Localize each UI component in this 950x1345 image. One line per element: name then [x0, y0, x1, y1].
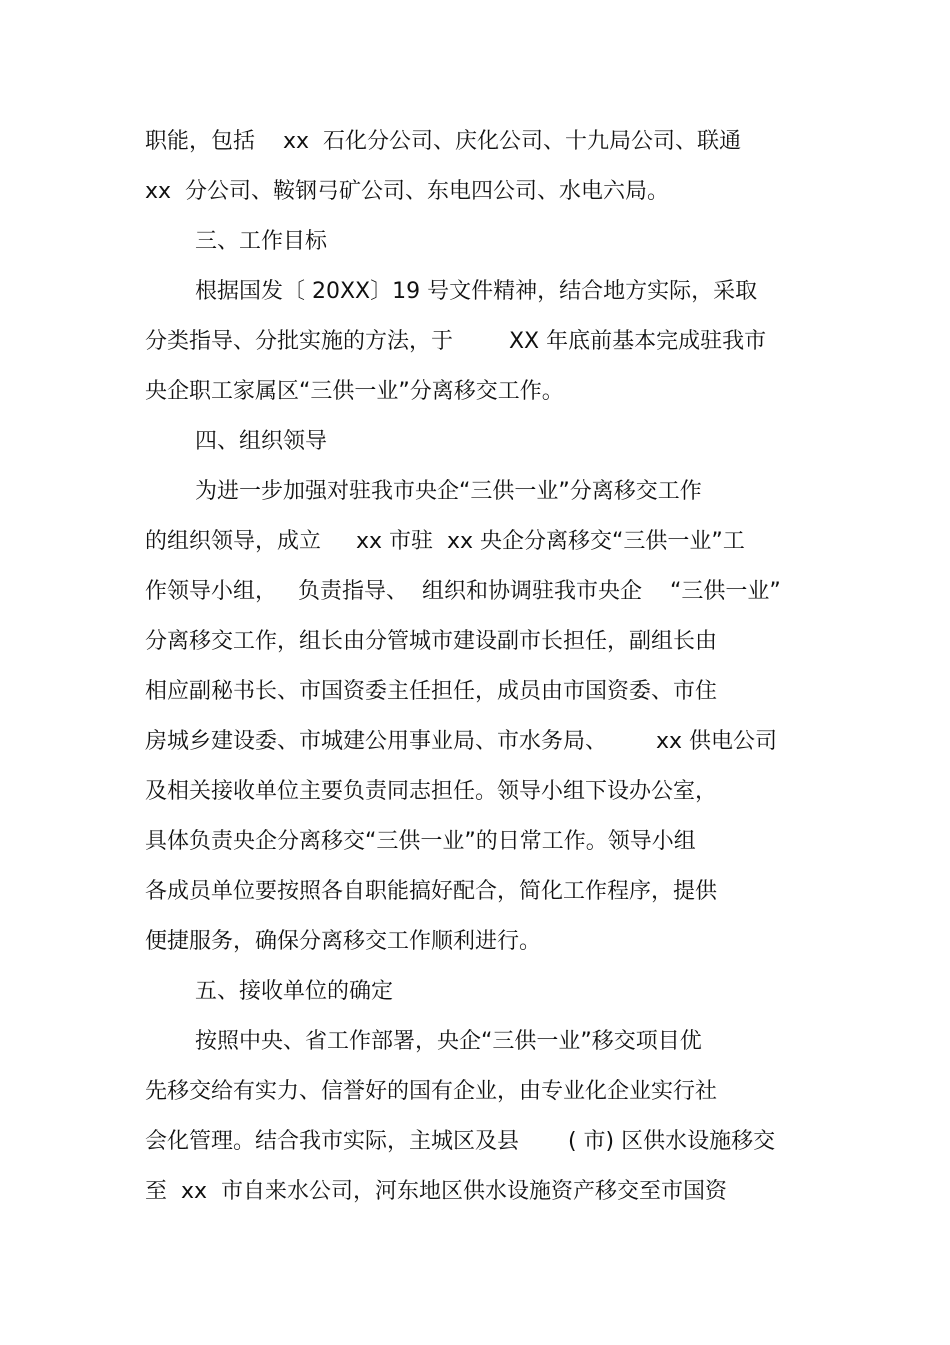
text-line-22: 至 xx 市自来水公司，河东地区供水设施资产移交至市国资	[145, 1179, 728, 1204]
text-line-10: 作领导小组， 负责指导、 组织和协调驻我市央企 “三供一业”	[145, 579, 781, 604]
text-line-6: 央企职工家属区“三供一业”分离移交工作。	[145, 379, 564, 404]
text-line-12: 相应副秘书长、市国资委主任担任，成员由市国资委、市住	[145, 679, 718, 704]
text-line-13: 房城乡建设委、市城建公用事业局、市水务局、 xx 供电公司	[145, 729, 777, 754]
text-line-4: 根据国发〔 20XX〕19 号文件精神，结合地方实际，采取	[195, 279, 758, 304]
text-line-20: 先移交给有实力、信誉好的国有企业，由专业化企业实行社	[145, 1079, 718, 1104]
text-line-9: 的组织领导，成立 xx 市驻 xx 央企分离移交“三供一业”工	[145, 529, 745, 554]
text-line-11: 分离移交工作，组长由分管城市建设副市长担任，副组长由	[145, 629, 718, 654]
text-line-19: 按照中央、省工作部署，央企“三供一业”移交项目优	[195, 1029, 702, 1054]
text-line-14: 及相关接收单位主要负责同志担任。领导小组下设办公室，	[145, 779, 718, 804]
text-line-5: 分类指导、分批实施的方法，于 XX 年底前基本完成驻我市	[145, 329, 767, 354]
text-line-15: 具体负责央企分离移交“三供一业”的日常工作。领导小组	[145, 829, 696, 854]
section-heading-3: 三、工作目标	[195, 229, 328, 254]
text-line-2: xx 分公司、鞍钢弓矿公司、东电四公司、水电六局。	[145, 179, 670, 204]
text-line-21: 会化管理。结合我市实际，主城区及县 ( 市) 区供水设施移交	[145, 1129, 776, 1154]
text-line-1: 职能，包括 xx 石化分公司、庆化公司、十九局公司、联通	[145, 129, 741, 154]
text-line-17: 便捷服务，确保分离移交工作顺利进行。	[145, 929, 542, 954]
section-heading-5: 五、接收单位的确定	[195, 979, 394, 1004]
text-line-8: 为进一步加强对驻我市央企“三供一业”分离移交工作	[195, 479, 702, 504]
section-heading-4: 四、组织领导	[195, 429, 328, 454]
text-line-16: 各成员单位要按照各自职能搞好配合，简化工作程序，提供	[145, 879, 718, 904]
